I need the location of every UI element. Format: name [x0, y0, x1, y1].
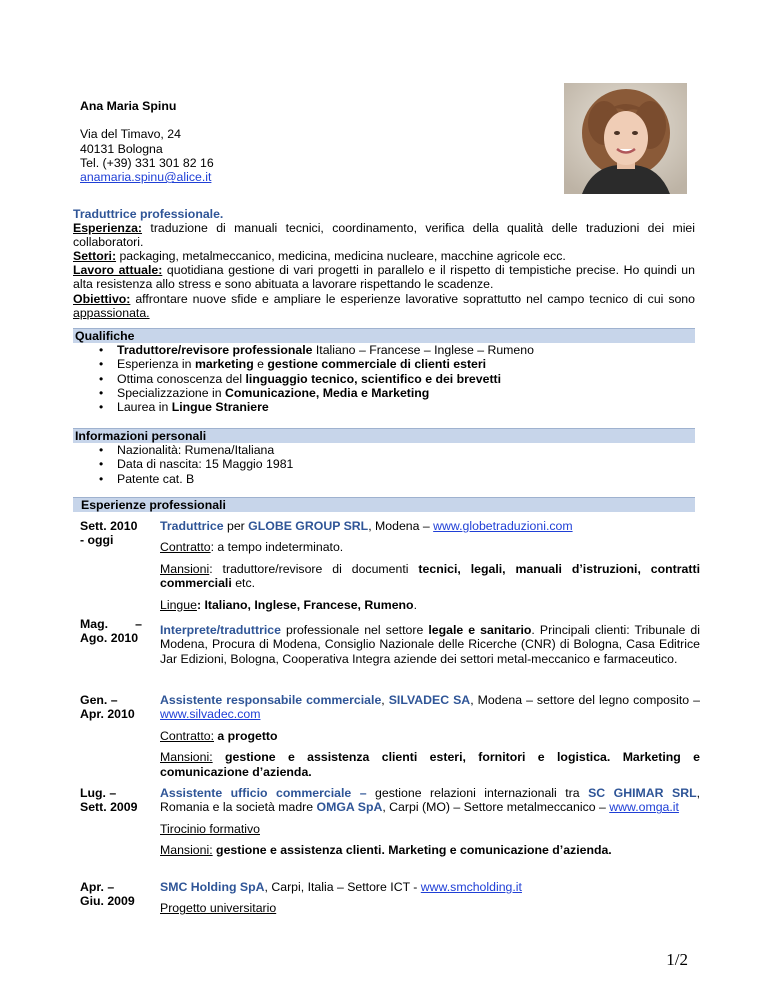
address-line-1: Via del Timavo, 24	[80, 127, 181, 142]
exp5-date: Apr. – Giu. 2009	[80, 880, 135, 909]
exp4-title: Assistente ufficio commerciale – gestione relazioni internazionali tra SC GHIMAR SRL, Romania e la società madre OMGA SpA, Carpi (MO) – Settore metalmeccanico – www.omga.it	[160, 786, 701, 815]
profile-summary	[73, 207, 695, 320]
exp2-body: Interprete/traduttrice professionale nel settore legale e sanitario. Principali clienti: Tribunale di Modena, Procura di Modena, Consiglio Nazionale delle Ricerche (CNR) di Bologna, Casa Editrice Jar Edizioni, Bologna, Cooperativa Integra aziende dei settori metal-meccanico e farmaceutico.	[160, 623, 700, 666]
summary-esperienza: Esperienza: traduzione di manuali tecnici, coordinamento, verifica della qualità delle traduzioni dei miei collaboratori.	[73, 221, 695, 250]
exp3-body	[160, 693, 700, 779]
qualifiche-section	[73, 328, 695, 414]
qualifiche-heading: Qualifiche	[73, 328, 695, 343]
summary-lavoro: Lavoro attuale: quotidiana gestione di vari progetti in parallelo e il rispetto di tempistiche precise. Ho quindi un alta resistenza allo stress e sono abituata a lavorare rispettando le scadenze.	[73, 263, 695, 292]
exp3-date: Gen. – Apr. 2010	[80, 693, 135, 722]
candidate-name: Ana Maria Spinu	[80, 99, 177, 113]
omga-link[interactable]: www.omga.it	[609, 800, 679, 815]
email-link[interactable]: anamaria.spinu@alice.it	[80, 170, 212, 185]
silvadec-link[interactable]: www.silvadec.com	[160, 707, 261, 722]
phone: Tel. (+39) 331 301 82 16	[80, 155, 214, 170]
exp3-mansioni: Mansioni: gestione e assistenza clienti esteri, fornitori e logistica. Marketing e comunicazione d’azienda.	[160, 750, 700, 779]
exp4-date: Lug. – Sett. 2009	[80, 786, 138, 815]
list-item: • Specializzazione in Comunicazione, Media e Marketing	[73, 386, 695, 400]
exp5-body	[160, 880, 700, 916]
exp1-lingue: Lingue: Italiano, Inglese, Francese, Rumeno.	[160, 597, 417, 612]
list-item: • Laurea in Lingue Straniere	[73, 400, 695, 414]
list-item: • Data di nascita: 15 Maggio 1981	[73, 457, 695, 471]
exp4-tirocinio: Tirocinio formativo	[160, 821, 260, 836]
smc-link[interactable]: www.smcholding.it	[420, 880, 522, 894]
exp1-mansioni: Mansioni: traduttore/revisore di documenti tecnici, legali, manuali d’istruzioni, contratti commerciali etc.	[160, 561, 700, 591]
summary-title: Traduttrice professionale.	[73, 207, 224, 221]
list-item: • Ottima conoscenza del linguaggio tecnico, scientifico e dei brevetti	[73, 372, 695, 386]
list-item: • Patente cat. B	[73, 472, 695, 486]
list-item: • Nazionalità: Rumena/Italiana	[73, 443, 695, 457]
exp1-title: Traduttrice per GLOBE GROUP SRL, Modena – www.globetraduzioni.com	[160, 519, 573, 533]
exp5-title: SMC Holding SpA, Carpi, Italia – Settore ICT - www.smcholding.it	[160, 880, 522, 894]
exp1-contratto: Contratto: a tempo indeterminato.	[160, 540, 344, 555]
globe-link[interactable]: www.globetraduzioni.com	[433, 519, 573, 533]
exp1-body	[160, 519, 700, 612]
page-number: 1/2	[666, 950, 688, 969]
exp4-body	[160, 786, 700, 858]
info-section	[73, 428, 695, 486]
exp3-contratto: Contratto: a progetto	[160, 728, 278, 743]
esperienze-section	[73, 497, 695, 512]
profile-photo	[564, 83, 687, 194]
exp5-progetto: Progetto universitario	[160, 901, 277, 916]
info-list	[73, 443, 695, 486]
summary-obiettivo: Obiettivo: affrontare nuove sfide e ampliare le esperienze lavorative soprattutto nel campo tecnico di cui sono appassionata.	[73, 291, 695, 320]
list-item: • Esperienza in marketing e gestione commerciale di clienti esteri	[73, 357, 695, 371]
summary-settori: Settori: packaging, metalmeccanico, medicina, medicina nucleare, macchine agricole ecc.	[73, 249, 566, 264]
address-line-2: 40131 Bologna	[80, 141, 163, 156]
exp2-date: Mag. – Ago. 2010	[80, 617, 142, 646]
contact-block	[80, 99, 380, 184]
info-heading: Informazioni personali	[73, 428, 695, 443]
list-item: • Traduttore/revisore professionale Italiano – Francese – Inglese – Rumeno	[73, 343, 695, 357]
qualifiche-list	[73, 343, 695, 414]
exp4-mansioni: Mansioni: gestione e assistenza clienti. Marketing e comunicazione d’azienda.	[160, 843, 612, 858]
esperienze-heading: Esperienze professionali	[73, 497, 695, 512]
exp3-title: Assistente responsabile commerciale, SILVADEC SA, Modena – settore del legno composito – www.silvadec.com	[160, 693, 700, 722]
exp1-date: Sett. 2010 - oggi	[80, 519, 138, 548]
